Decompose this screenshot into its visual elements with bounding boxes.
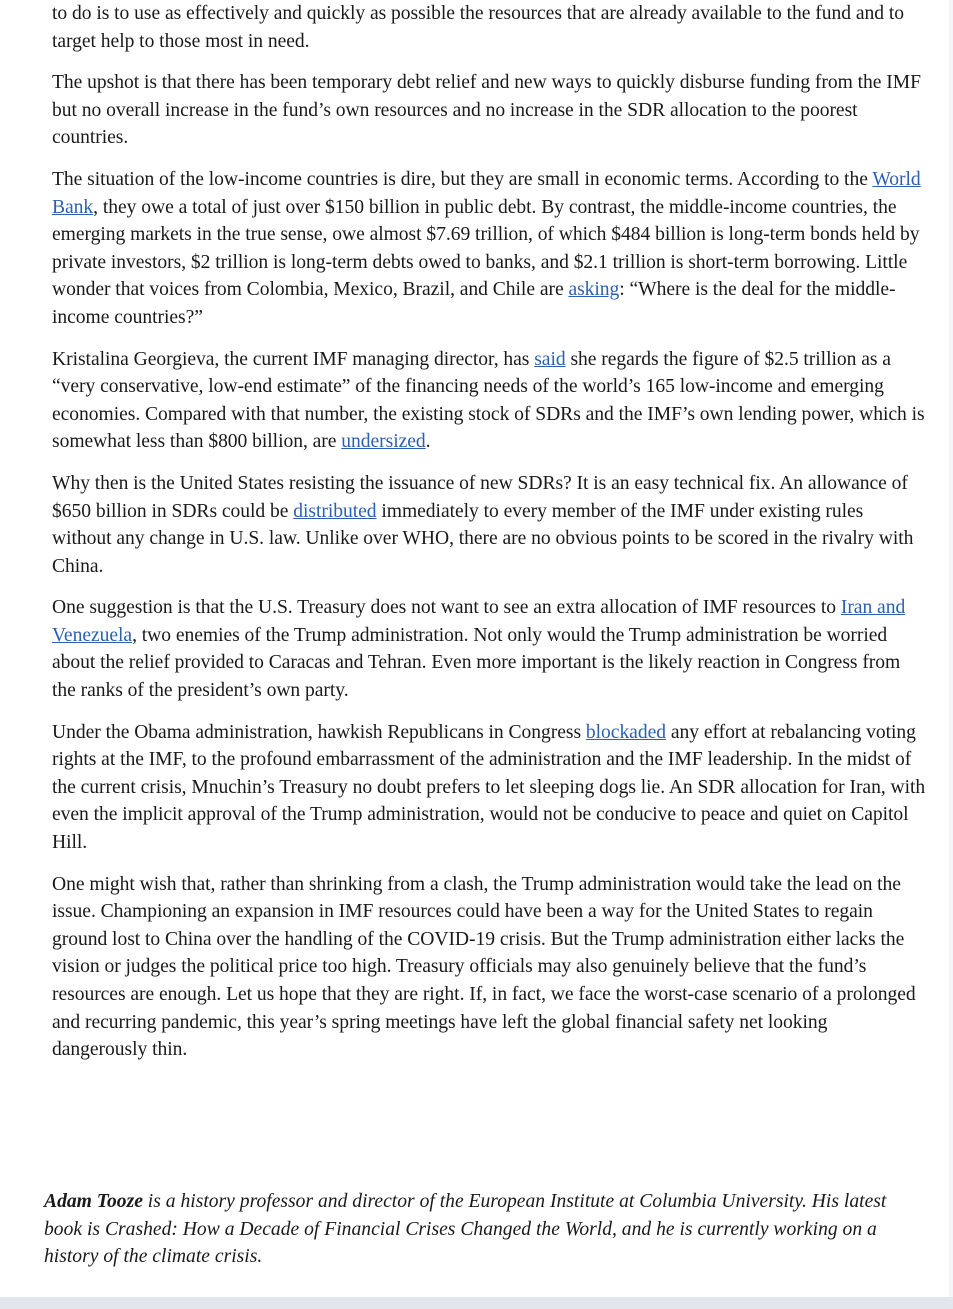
paragraph-text: .: [425, 431, 431, 453]
author-bio: [44, 1188, 924, 1271]
paragraph-text: One might wish that, rather than shrinking from a clash, the Trump administration would take the lead on the issue. Championing an expansion in IMF resources could have been a way for the United States to regain ground lost to China over the handling of the COVID-19 crisis. But the Trump administration either lacks the vision or judges the political price too high. Treasury officials may also genuinely believe that the fund’s resources are enough. Let us hope that they are right. If, in fact, we face the worst-case scenario of a prolonged and recurring pandemic, this year’s spring meetings have left the global financial safety net looking dangerously thin.: [52, 873, 916, 1061]
paragraph-text: The situation of the low-income countries is dire, but they are small in economic terms. According to the: [52, 168, 873, 190]
link-undersized[interactable]: undersized: [341, 431, 426, 453]
paragraph-text: Kristalina Georgieva, the current IMF managing director, has: [52, 348, 535, 370]
paragraph-text: Under the Obama administration, hawkish Republicans in Congress: [52, 721, 586, 743]
paragraph-text: immediately to every member of the IMF under existing rules without any change in U.S. law. Unlike over WHO, there are no obvious points to be scored in the rivalry with China.: [52, 500, 914, 577]
paragraph-text: , they owe a total of just over $150 billion in public debt. By contrast, the middle-income countries, the emerging markets in the true sense, owe almost $7.69 trillion, of which $484 billion is long-term bonds held by private investors, $2 trillion is long-term debts owed to banks, and $2.1 trillion is short-term borrowing. Little wonder that voices from Colombia, Mexico, Brazil, and Chile are: [52, 196, 920, 301]
paragraph-text: One suggestion is that the U.S. Treasury does not want to see an extra allocation of IMF resources to: [52, 597, 841, 619]
paragraph-text: Why then is the United States resisting the issuance of new SDRs? It is an easy technical fix. An allowance of $650 billion in SDRs could be: [52, 472, 908, 522]
article-paragraph: [52, 0, 927, 55]
link-asking[interactable]: asking: [568, 279, 620, 301]
article-paragraph: [52, 871, 927, 1064]
author-bio-text: is a history professor and director of the European Institute at Columbia University. His latest book is Crashed: How a Decade of Financial Crises Changed the World, and he is currently working on a history of the climate crisis.: [44, 1191, 887, 1268]
paragraph-text: , two enemies of the Trump administration. Not only would the Trump administration be worried about the relief provided to Caracas and Tehran. Even more important is the likely reaction in Congress from the ranks of the president’s own party.: [52, 624, 901, 702]
article-paragraph: [52, 719, 927, 857]
article-paragraph: [52, 69, 927, 152]
bottom-bar: [0, 1297, 953, 1309]
paragraph-text: The upshot is that there has been temporary debt relief and new ways to quickly disburse funding from the IMF but no overall increase in the fund’s own resources and no increase in the SDR allocation to the poorest countries.: [52, 72, 921, 149]
paragraph-text: : “Where is the deal for the middle-income countries?”: [52, 279, 896, 328]
paragraph-text: any effort at rebalancing voting rights at the IMF, to the profound embarrassment of the administration and the IMF leadership. In the midst of the current crisis, Mnuchin’s Treasury no doubt prefers to let sleeping dogs lie. An SDR allocation for Iran, with even the implicit approval of the Trump administration, would not be conducive to peace and quiet on Capitol Hill.: [52, 721, 926, 854]
link-said[interactable]: said: [534, 348, 566, 370]
link-world-bank[interactable]: World Bank: [52, 168, 921, 218]
paragraph-text: to do is to use as effectively and quickly as possible the resources that are already available to the fund and to target help to those most in need.: [52, 3, 904, 52]
article-paragraph: [52, 346, 927, 456]
paragraph-text: she regards the figure of $2.5 trillion as a “very conservative, low-end estimate” of the financing needs of the world’s 165 low-income and emerging economies. Compared with that number, the existing stock of SDRs and the IMF’s own lending power, which is somewhat less than $800 billion, are: [52, 348, 925, 453]
article-paragraph: [52, 166, 927, 332]
article-paragraph: [52, 594, 927, 704]
link-iran-and-venezuela[interactable]: Iran and Venezuela: [52, 597, 906, 646]
article-paragraph: [52, 470, 927, 580]
link-blockaded[interactable]: blockaded: [585, 721, 666, 743]
link-distributed[interactable]: distributed: [293, 500, 377, 522]
scrollbar-track: [949, 0, 953, 1297]
article-body: [52, 0, 927, 1078]
author-name: Adam Tooze: [44, 1191, 143, 1212]
